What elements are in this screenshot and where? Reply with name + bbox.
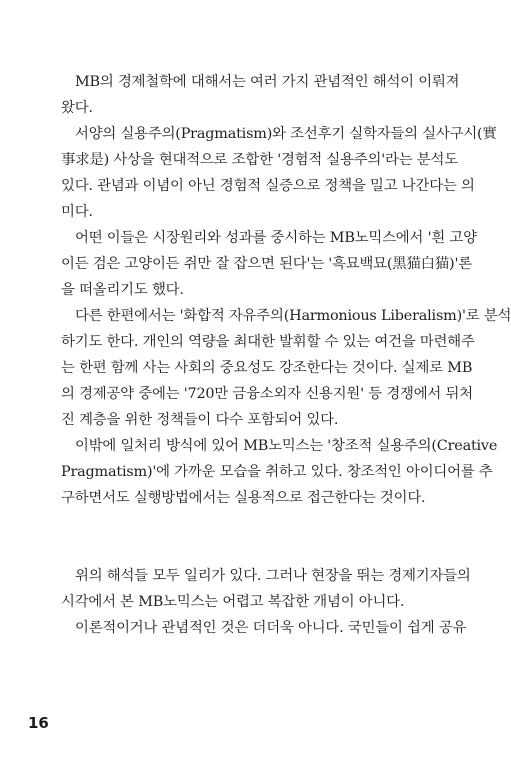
paragraph-4-line-4: 의 경제공약 중에는 '720만 금융소외자 신용지원' 등 경쟁에서 뒤처 xyxy=(61,386,473,402)
paragraph-7-line-1: 이론적이거나 관념적인 것은 더더욱 아니다. 국민들이 쉽게 공유 xyxy=(75,620,467,636)
paragraph-2-line-2: 事求是) 사상을 현대적으로 조합한 '경험적 실용주의'라는 분석도 xyxy=(61,152,458,168)
paragraph-6-line-2: 시각에서 본 MB노믹스는 어렵고 복잡한 개념이 아니다. xyxy=(61,594,405,610)
paragraph-2-line-1: 서양의 실용주의(Pragmatism)와 조선후기 실학자들의 실사구시(實 xyxy=(75,126,497,142)
paragraph-1-line-2: 왔다. xyxy=(61,100,93,116)
paragraph-3-line-1: 어떤 이들은 시장원리와 성과를 중시하는 MB노믹스에서 '흰 고양 xyxy=(75,230,477,246)
paragraph-5-line-3: 구하면서도 실행방법에서는 실용적으로 접근한다는 것이다. xyxy=(61,490,426,506)
paragraph-5-line-2: Pragmatism)'에 가까운 모습을 취하고 있다. 창조적인 아이디어를 추 xyxy=(61,464,493,480)
paragraph-6-line-1: 위의 해석들 모두 일리가 있다. 그러나 현장을 뛰는 경제기자들의 xyxy=(75,568,471,584)
paragraph-2-line-3: 있다. 관념과 이념이 아닌 경험적 실증으로 정책을 밀고 나간다는 의 xyxy=(61,178,475,194)
page-number: 16 xyxy=(28,714,49,732)
paragraph-5-line-1: 이밖에 일처리 방식에 있어 MB노믹스는 '창조적 실용주의(Creative xyxy=(75,438,498,454)
paragraph-2-line-4: 미다. xyxy=(61,204,93,220)
section-break xyxy=(61,511,439,563)
paragraph-4-line-3: 는 한편 함께 사는 사회의 중요성도 강조한다는 것이다. 실제로 MB xyxy=(61,360,473,376)
paragraph-3-line-3: 을 떠올리기도 했다. xyxy=(61,282,184,298)
paragraph-4-line-5: 진 계층을 위한 정책들이 다수 포함되어 있다. xyxy=(61,412,339,428)
paragraph-1-line-1: MB의 경제철학에 대해서는 여러 가지 관념적인 해석이 이뤄져 xyxy=(75,74,460,90)
paragraph-4-line-1: 다른 한편에서는 '화합적 자유주의(Harmonious Liberalism)'로 분석 xyxy=(75,308,511,324)
body-text xyxy=(61,69,511,641)
paragraph-3-line-2: 이든 검은 고양이든 쥐만 잘 잡으면 된다'는 '흑묘백묘(黑猫白猫)'론 xyxy=(61,256,472,272)
paragraph-4-line-2: 하기도 한다. 개인의 역량을 최대한 발휘할 수 있는 여건을 마련해주 xyxy=(61,334,475,350)
